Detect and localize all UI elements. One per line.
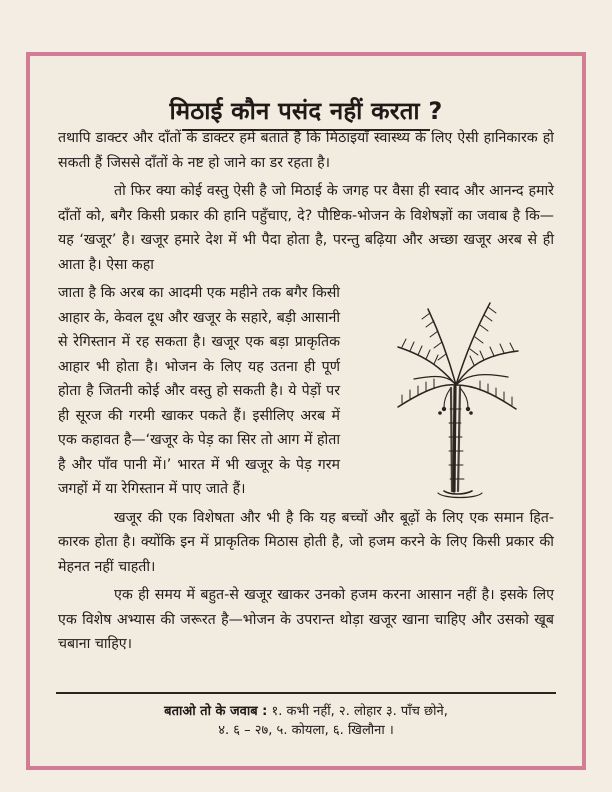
answers-line-2 <box>56 721 556 740</box>
answers-box <box>56 692 556 740</box>
paragraph-3: जाता है कि अरब का आदमी एक महीने तक बगैर किसी आहार के, केवल दूध और खजूर के सहारे, बड़ी आसानी से रेगिस्तान में रह सकता है। खजूर एक बड़ा प्राकृतिक आहार भी होता है। भोजन के लिए यह उतना ही पूर्ण होता है जितनी कोई और वस्तु हो सकती है। ये पेड़ों पर ही सूरज की गरमी खाकर पकते हैं। इसीलिए अरब में एक कहावत है—‘खजूर के पेड़ का सिर तो आग में होता है और पाँव पानी में।’ भारत में भी खजूर के पेड़ गरम जगहों में या रेगिस्तान में पाए जाते हैं। <box>58 285 340 497</box>
answers-text-1: १. कभी नहीं, २. लोहार ३. पाँच छोने, <box>271 704 448 719</box>
answers-line-1 <box>56 702 556 721</box>
answers-text-2: ४. ६ – २७, ५. कोयला, ६. खिलौना । <box>218 723 394 738</box>
paragraph-2: तो फिर क्या कोई वस्तु ऐसी है जो मिठाई के जगह पर वैसा ही स्वाद और आनन्द हमारे दाँतों को, बगैर किसी प्रकार की हानि पहुँचाए, दे? पौष्टिक-भोजन के विशेषज्ञों का जवाब है कि—यह ‘खजूर’ है। खजूर हमारे देश में भी पैदा होता है, परन्तु बढ़िया और अच्छा खजूर अरब से ही आता है। ऐसा कहा <box>58 183 554 273</box>
date-palm-illustration <box>372 281 540 509</box>
content-area <box>40 66 572 756</box>
paragraph-1: तथापि डाक्टर और दाँतों के डाक्टर हमें बताते हैं कि मिठाइयाँ स्वास्थ्य के लिए ऐसी हानिकारक हो सकती हैं जिससे दाँतों के नष्ट हो जाने का डर रहता है। <box>58 130 554 171</box>
answers-label: बताओ तो के जवाब : <box>164 704 268 719</box>
article-body <box>58 126 554 661</box>
page-frame <box>26 52 586 770</box>
title-text: मिठाई कौन पसंद नहीं करता ? <box>169 97 443 125</box>
paragraph-4: खजूर की एक विशेषता और भी है कि यह बच्चों और बूढ़ों के लिए एक समान हित-कारक होता है। क्योंकि इन में प्राकृतिक मिठास होती है, जो हजम करने के लिए किसी प्रकार की मेहनत नहीं चाहती। <box>58 509 554 575</box>
paragraph-5: एक ही समय में बहुत-से खजूर खाकर उनको हजम करना आसान नहीं है। इसके लिए एक विशेष अभ्यास की जरूरत है—भोजन के उपरान्त थोड़ा खजूर खाना चाहिए और उसको खूब चबाना चाहिए। <box>58 587 554 652</box>
text-image-section <box>58 281 554 502</box>
